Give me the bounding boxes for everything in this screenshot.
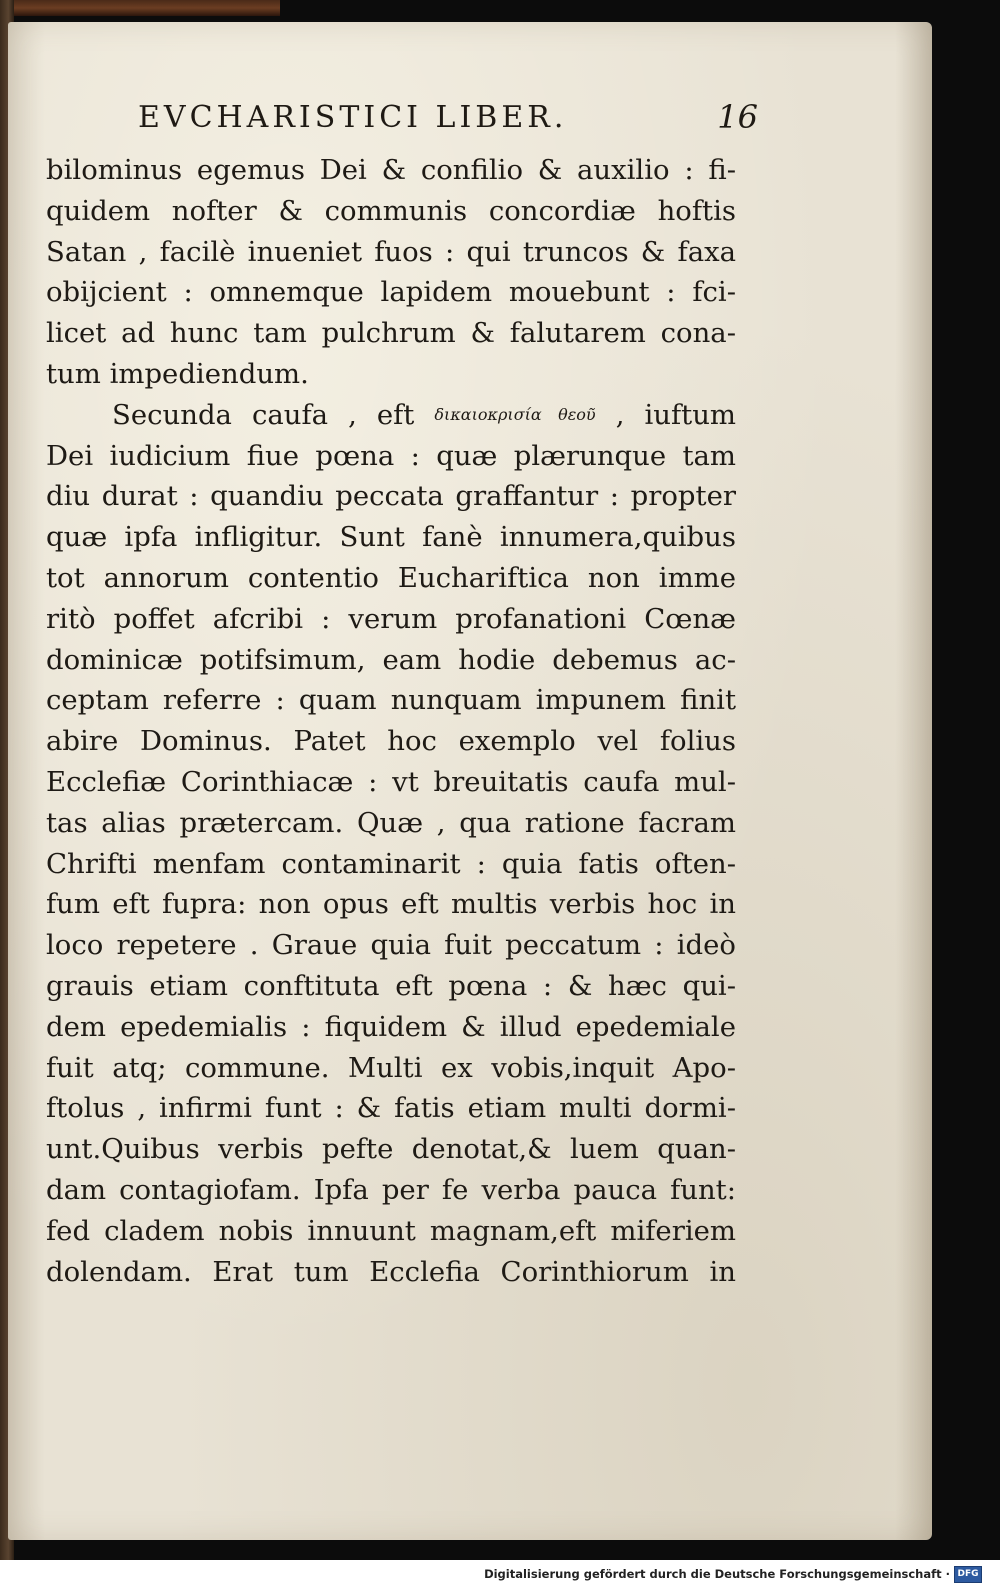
text-line: fuit atq; commune. Multi ex vobis,inquit Apo- [46,1051,736,1084]
text-line: dam contagiofam. Ipfa per fe verba pauca funt: [46,1173,736,1206]
text-line: dem epedemialis : fiquidem & illud epedemiale [46,1010,736,1043]
text-line: diu durat : quandiu peccata graffantur : propter [46,480,736,513]
text-line: ftolus , infirmi funt : & fatis etiam multi dormi- [46,1092,736,1125]
running-head: EVCHARISTICI LIBER. [138,100,568,135]
text-segment: Secunda caufa , eft [112,398,415,431]
text-line: quidem nofter & communis concordiæ hoftis [46,194,736,227]
text-line: ritò poffet afcribi : verum profanationi Cœnæ [46,602,736,635]
text-line: dolendam. Erat tum Ecclefia Corinthiorum in [46,1255,736,1288]
text-line: abire Dominus. Patet hoc exemplo vel folius [46,725,736,758]
text-segment: , iuftum [615,398,736,431]
body-text [46,150,736,1292]
text-line: tas alias prætercam. Quæ , qua ratione facram [46,806,736,839]
dfg-logo-icon: DFG [954,1566,982,1583]
text-line: bilominus egemus Dei & confilio & auxilio : fi- [46,154,736,186]
text-line: Ecclefiæ Corinthiacæ : vt breuitatis caufa mul- [46,765,736,798]
book-binding-edge [0,0,280,16]
text-line: unt.Quibus verbis pefte denotat,& luem quan- [46,1133,736,1166]
page-header [138,100,758,144]
text-line: licet ad hunc tam pulchrum & falutarem cona- [46,317,736,350]
text-line: obijcient : omnemque lapidem mouebunt : fci- [46,276,736,309]
text-line: tum impediendum. [46,357,309,390]
text-line: fum eft fupra: non opus eft multis verbis hoc in [46,888,736,921]
text-line: dominicæ potifsimum, eam hodie debemus ac- [46,643,736,676]
page-number: 16 [717,98,758,136]
digitization-footer [0,1560,1000,1590]
text-line-with-greek [46,395,736,436]
text-line: loco repetere . Graue quia fuit peccatum : ideò [46,929,736,962]
text-line: tot annorum contentio Euchariftica non imme [46,561,736,594]
text-line: Satan , facilè inueniet fuos : qui truncos & faxa [46,235,736,268]
text-line: ceptam referre : quam nunquam impunem finit [46,684,736,717]
text-line: quæ ipfa infligitur. Sunt fanè innumera,quibus [46,521,736,554]
greek-phrase: δικαιοκρισία θεοῦ [434,404,596,424]
text-line: Dei iudicium fiue pœna : quæ plærunque tam [46,439,736,472]
text-line: fed cladem nobis innuunt magnam,eft miferiem [46,1214,736,1247]
funding-credit: Digitalisierung gefördert durch die Deutsche Forschungsgemeinschaft · [484,1567,950,1581]
text-line: Chrifti menfam contaminarit : quia fatis often- [46,847,736,880]
text-line: grauis etiam conftituta eft pœna : & hæc qui- [46,969,736,1002]
